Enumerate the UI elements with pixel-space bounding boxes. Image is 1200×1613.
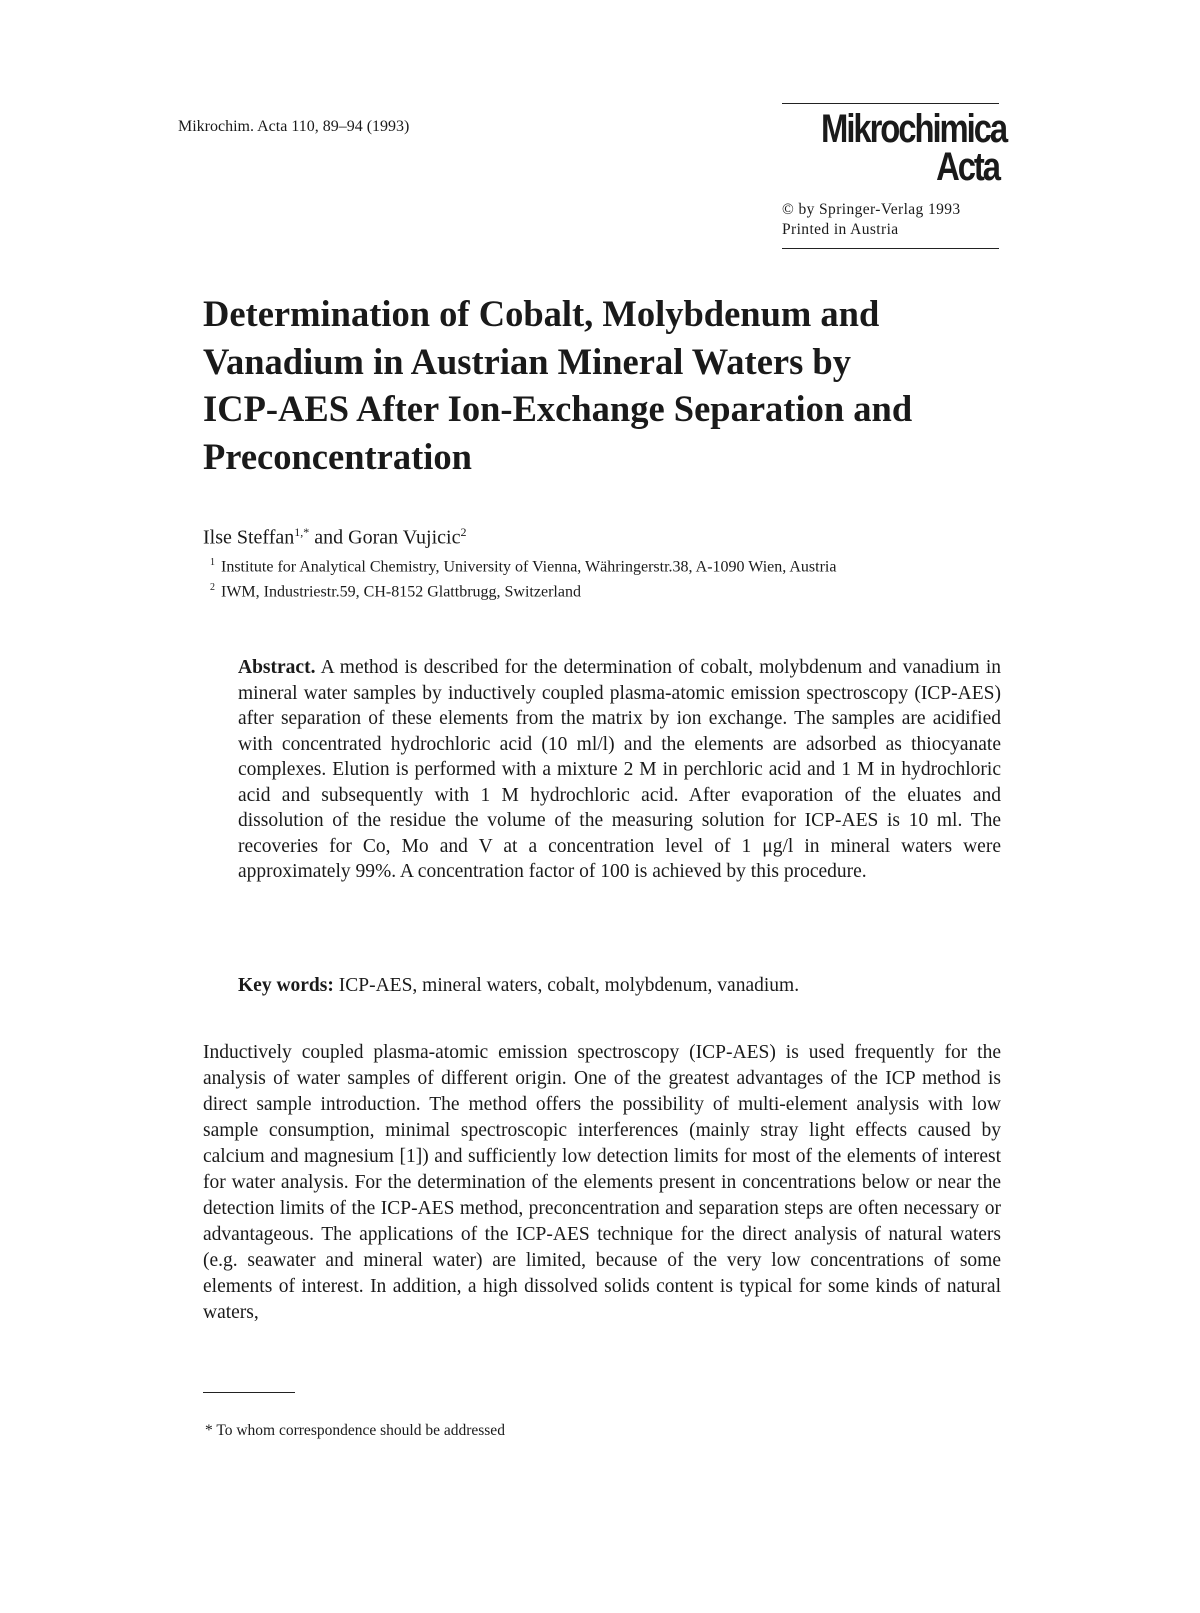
keywords-text: ICP-AES, mineral waters, cobalt, molybdenum, vanadium. xyxy=(333,975,800,996)
body-paragraph: Inductively coupled plasma-atomic emission spectroscopy (ICP-AES) is used frequently for the analysis of water samples of different origin. One of the greatest advantages of the ICP method is direct sample introduction. The method offers the possibility of multi-element analysis with low sample consumption, minimal spectroscopic interferences (mainly stray light effects caused by calcium and magnesium [1]) and sufficiently low detection limits for most of the elements of interest for water analysis. For the determination of the elements present in concentrations below or near the detection limits of the ICP-AES method, preconcentration and separation steps are often necessary or advantageous. The applications of the ICP-AES technique for the direct analysis of natural waters (e.g. seawater and mineral water) are limited, because of the very low concentrations of some elements of interest. In addition, a high dissolved solids content is typical for some kinds of natural waters, xyxy=(203,1042,1001,1323)
footnote: * To whom correspondence should be addressed xyxy=(205,1422,505,1439)
affiliation-mark: 2 xyxy=(210,582,215,593)
paper-title xyxy=(203,290,1003,480)
title-line: Preconcentration xyxy=(203,435,472,477)
journal-masthead xyxy=(782,103,1007,249)
title-line: Vanadium in Austrian Mineral Waters by xyxy=(203,340,851,382)
journal-logo-line1: Mikrochimica xyxy=(821,107,1007,151)
printed-line: Printed in Austria xyxy=(782,221,899,238)
affiliation-text: IWM, Industriestr.59, CH-8152 Glattbrugg, Switzerland xyxy=(221,583,581,601)
abstract-text: A method is described for the determination of cobalt, molybdenum and vanadium in mineral water samples by inductively coupled plasma-atomic emission spectroscopy (ICP-AES) after separation of these elements from the matrix by ion exchange. The samples are acidified with concentrated hydrochloric acid (10 ml/l) and the elements are adsorbed as thiocyanate complexes. Elution is performed with a mixture 2 M in perchloric acid and 1 M in hydrochloric acid and subsequently with 1 M hydrochloric acid. After evaporation of the eluates and dissolution of the residue the volume of the measuring solution for ICP-AES is 10 ml. The recoveries for Co, Mo and V at a concentration level of 1 μg/l in mineral waters were approximately 99%. A concentration factor of 100 is achieved by this procedure. xyxy=(238,657,1001,882)
copyright-line: © by Springer-Verlag 1993 xyxy=(782,201,961,218)
journal-logo xyxy=(821,107,1007,189)
journal-logo-line2: Acta xyxy=(936,145,999,189)
abstract xyxy=(238,655,1001,885)
author-marks: 2 xyxy=(460,525,467,539)
title-line: Determination of Cobalt, Molybdenum and xyxy=(203,293,880,334)
affiliation xyxy=(210,582,581,601)
journal-citation: Mikrochim. Acta 110, 89–94 (1993) xyxy=(178,118,410,135)
abstract-label: Abstract. xyxy=(238,657,316,678)
footnote-rule xyxy=(203,1392,295,1393)
keywords-label: Key words: xyxy=(238,975,334,996)
keywords xyxy=(238,975,799,997)
copyright-notice xyxy=(782,200,999,240)
masthead-top-rule xyxy=(782,103,999,104)
author-name: Ilse Steffan xyxy=(203,526,295,549)
author-marks: 1,* xyxy=(294,525,310,539)
masthead-bottom-rule xyxy=(782,248,999,249)
author-name: and Goran Vujicic xyxy=(309,526,461,549)
affiliation xyxy=(210,557,836,576)
affiliation-text: Institute for Analytical Chemistry, University of Vienna, Währingerstr.38, A-1090 Wien, Austria xyxy=(221,558,837,576)
title-line: ICP-AES After Ion-Exchange Separation and xyxy=(203,388,913,429)
author-list xyxy=(203,525,466,550)
affiliation-mark: 1 xyxy=(210,557,215,568)
